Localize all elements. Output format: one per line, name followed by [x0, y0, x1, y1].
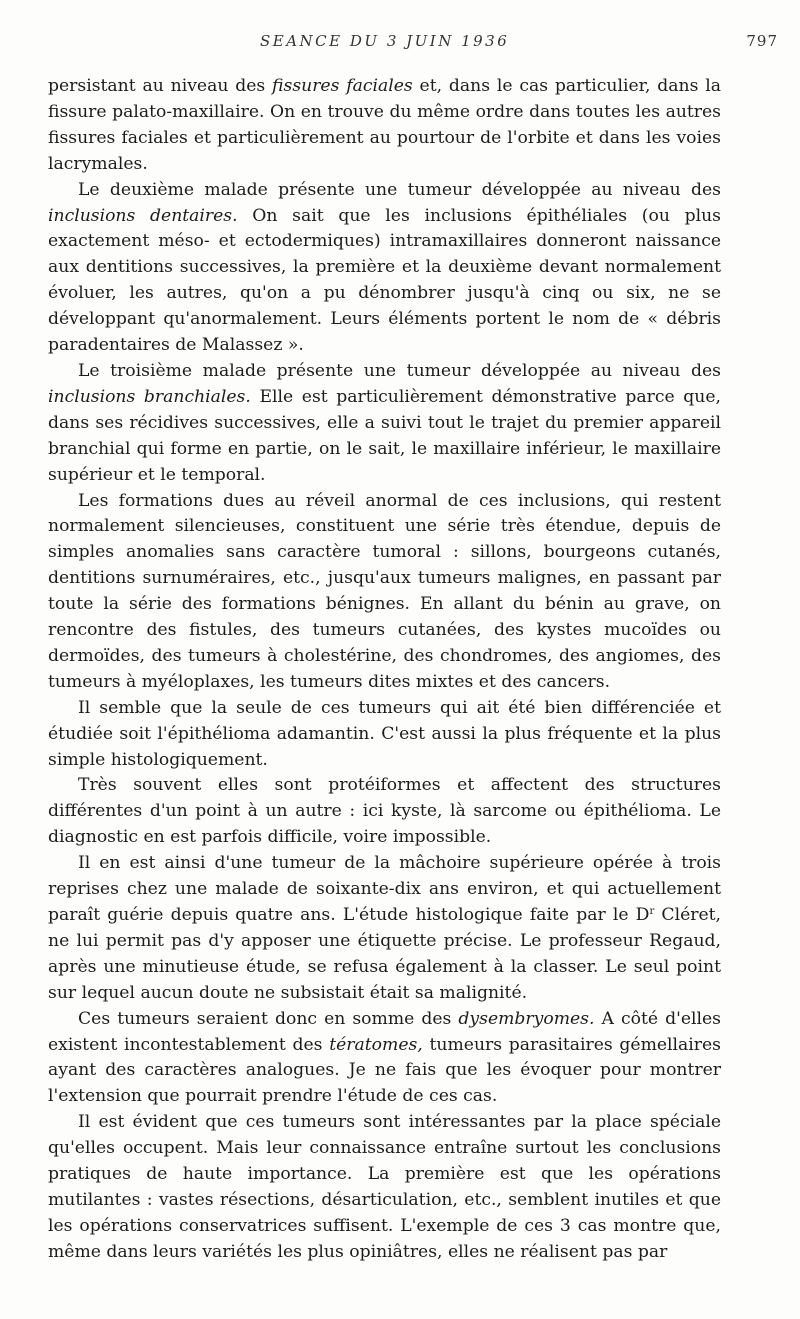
- text-run: tumeurs parasitaires gémellaires ayant des caractères analogues. Je ne fais que les évoquer pour montrer l'extension que pourrait prendre l'étude de ces cas.: [48, 1034, 722, 1107]
- italic-term: fissures faciales: [272, 76, 413, 96]
- paragraph-5: Il semble que la seule de ces tumeurs qui ait été bien différenciée et étudiée soit l'épithélioma adamantin. C'est aussi la plus fréquente et la plus simple histologiquement.: [48, 697, 721, 770]
- text-run: Le deuxième malade présente une tumeur développée au niveau des: [78, 179, 721, 200]
- paragraph-7: [48, 851, 721, 1006]
- italic-term: inclusions branchiales.: [48, 386, 251, 407]
- paragraph-8: [48, 1007, 721, 1111]
- paragraph-2: [48, 178, 721, 359]
- text-run: On sait que les inclusions épithéliales (ou plus exactement méso- et ectodermiques) intramaxillaires donneront naissance aux dentitions successives, la première et la deuxième devant normalement évoluer, les autres, qu'on a pu dénombrer jusqu'à cinq ou six, ne se développant qu'anormalement. Leurs éléments portent le nom de « débris paradentaires de Malassez ».: [48, 205, 721, 356]
- text-run: et, dans le cas particulier, dans la fissure palato-maxillaire. On en trouve du même ordre dans toutes les autres fissures faciales et particulièrement au pourtour de l'orbite et dans les voies lacrymales.: [48, 76, 721, 174]
- page-header: [0, 32, 800, 54]
- paragraph-4: Les formations dues au réveil anormal de ces inclusions, qui restent normalement silencieuses, constituent une série très étendue, depuis de simples anomalies sans caractère tumoral : sillons, bourgeons cutanés, dentitions surnuméraires, etc., jusqu'aux tumeurs malignes, en passant par toute la série des formations bénignes. En allant du bénin au grave, on rencontre des fistules, des tumeurs cutanées, des kystes mucoïdes ou dermoïdes, des tumeurs à cholestérine, des chondromes, des angiomes, des tumeurs à myéloplaxes, les tumeurs dites mixtes et des cancers.: [48, 490, 721, 692]
- text-run: Ces tumeurs seraient donc en somme des: [78, 1008, 459, 1029]
- text-run: Elle est particulièrement démonstrative parce que, dans ses récidives successives, elle a suivi tout le trajet du premier appareil branchial qui forme en partie, on le sait, le maxillaire inférieur, le maxillaire supérieur et le temporal.: [48, 386, 721, 485]
- article-body: [48, 74, 721, 1266]
- paragraph-6: Très souvent elles sont protéiformes et affectent des structures différentes d'un point à un autre : ici kyste, là sarcome ou épithélioma. Le diagnostic en est parfois difficile, voire impossible.: [48, 775, 721, 848]
- italic-term: tératomes,: [329, 1034, 423, 1055]
- italic-term: dysembryomes.: [458, 1008, 595, 1029]
- paragraph-9: Il est évident que ces tumeurs sont intéressantes par la place spéciale qu'elles occupent. Mais leur connaissance entraîne surtout les conclusions pratiques de haute importance. La première est que les opérations mutilantes : vastes résections, désarticulation, etc., semblent inutiles et que les opérations conservatrices suffisent. L'exemple de ces 3 cas montre que, même dans leurs variétés les plus opiniâtres, elles ne réalisent pas par: [48, 1112, 721, 1262]
- text-run: Il en est ainsi d'une tumeur de la mâchoire supérieure opérée à trois reprises chez une malade de soixante-dix ans environ, et qui actuellement paraît guérie depuis quatre ans. L'étude histologique faite par le D: [48, 853, 721, 925]
- text-run: Cléret, ne lui permit pas d'y apposer une étiquette précise. Le professeur Regaud, après une minutieuse étude, se refusa également à la classer. Le seul point sur lequel aucun doute ne subsistait était sa malignité.: [48, 905, 721, 1003]
- superscript: r: [649, 906, 655, 917]
- text-run: persistant au niveau des: [48, 76, 273, 96]
- text-run: A côté d'elles existent incontestablement des: [48, 1008, 721, 1055]
- italic-term: inclusions dentaires.: [48, 205, 238, 226]
- running-title: SEANCE DU 3 JUIN 1936: [260, 32, 510, 50]
- text-run: Le troisième malade présente une tumeur développée au niveau des: [78, 360, 721, 381]
- paragraph-3: [48, 359, 721, 489]
- page-number: 797: [746, 32, 778, 50]
- paragraph-1: [48, 74, 721, 178]
